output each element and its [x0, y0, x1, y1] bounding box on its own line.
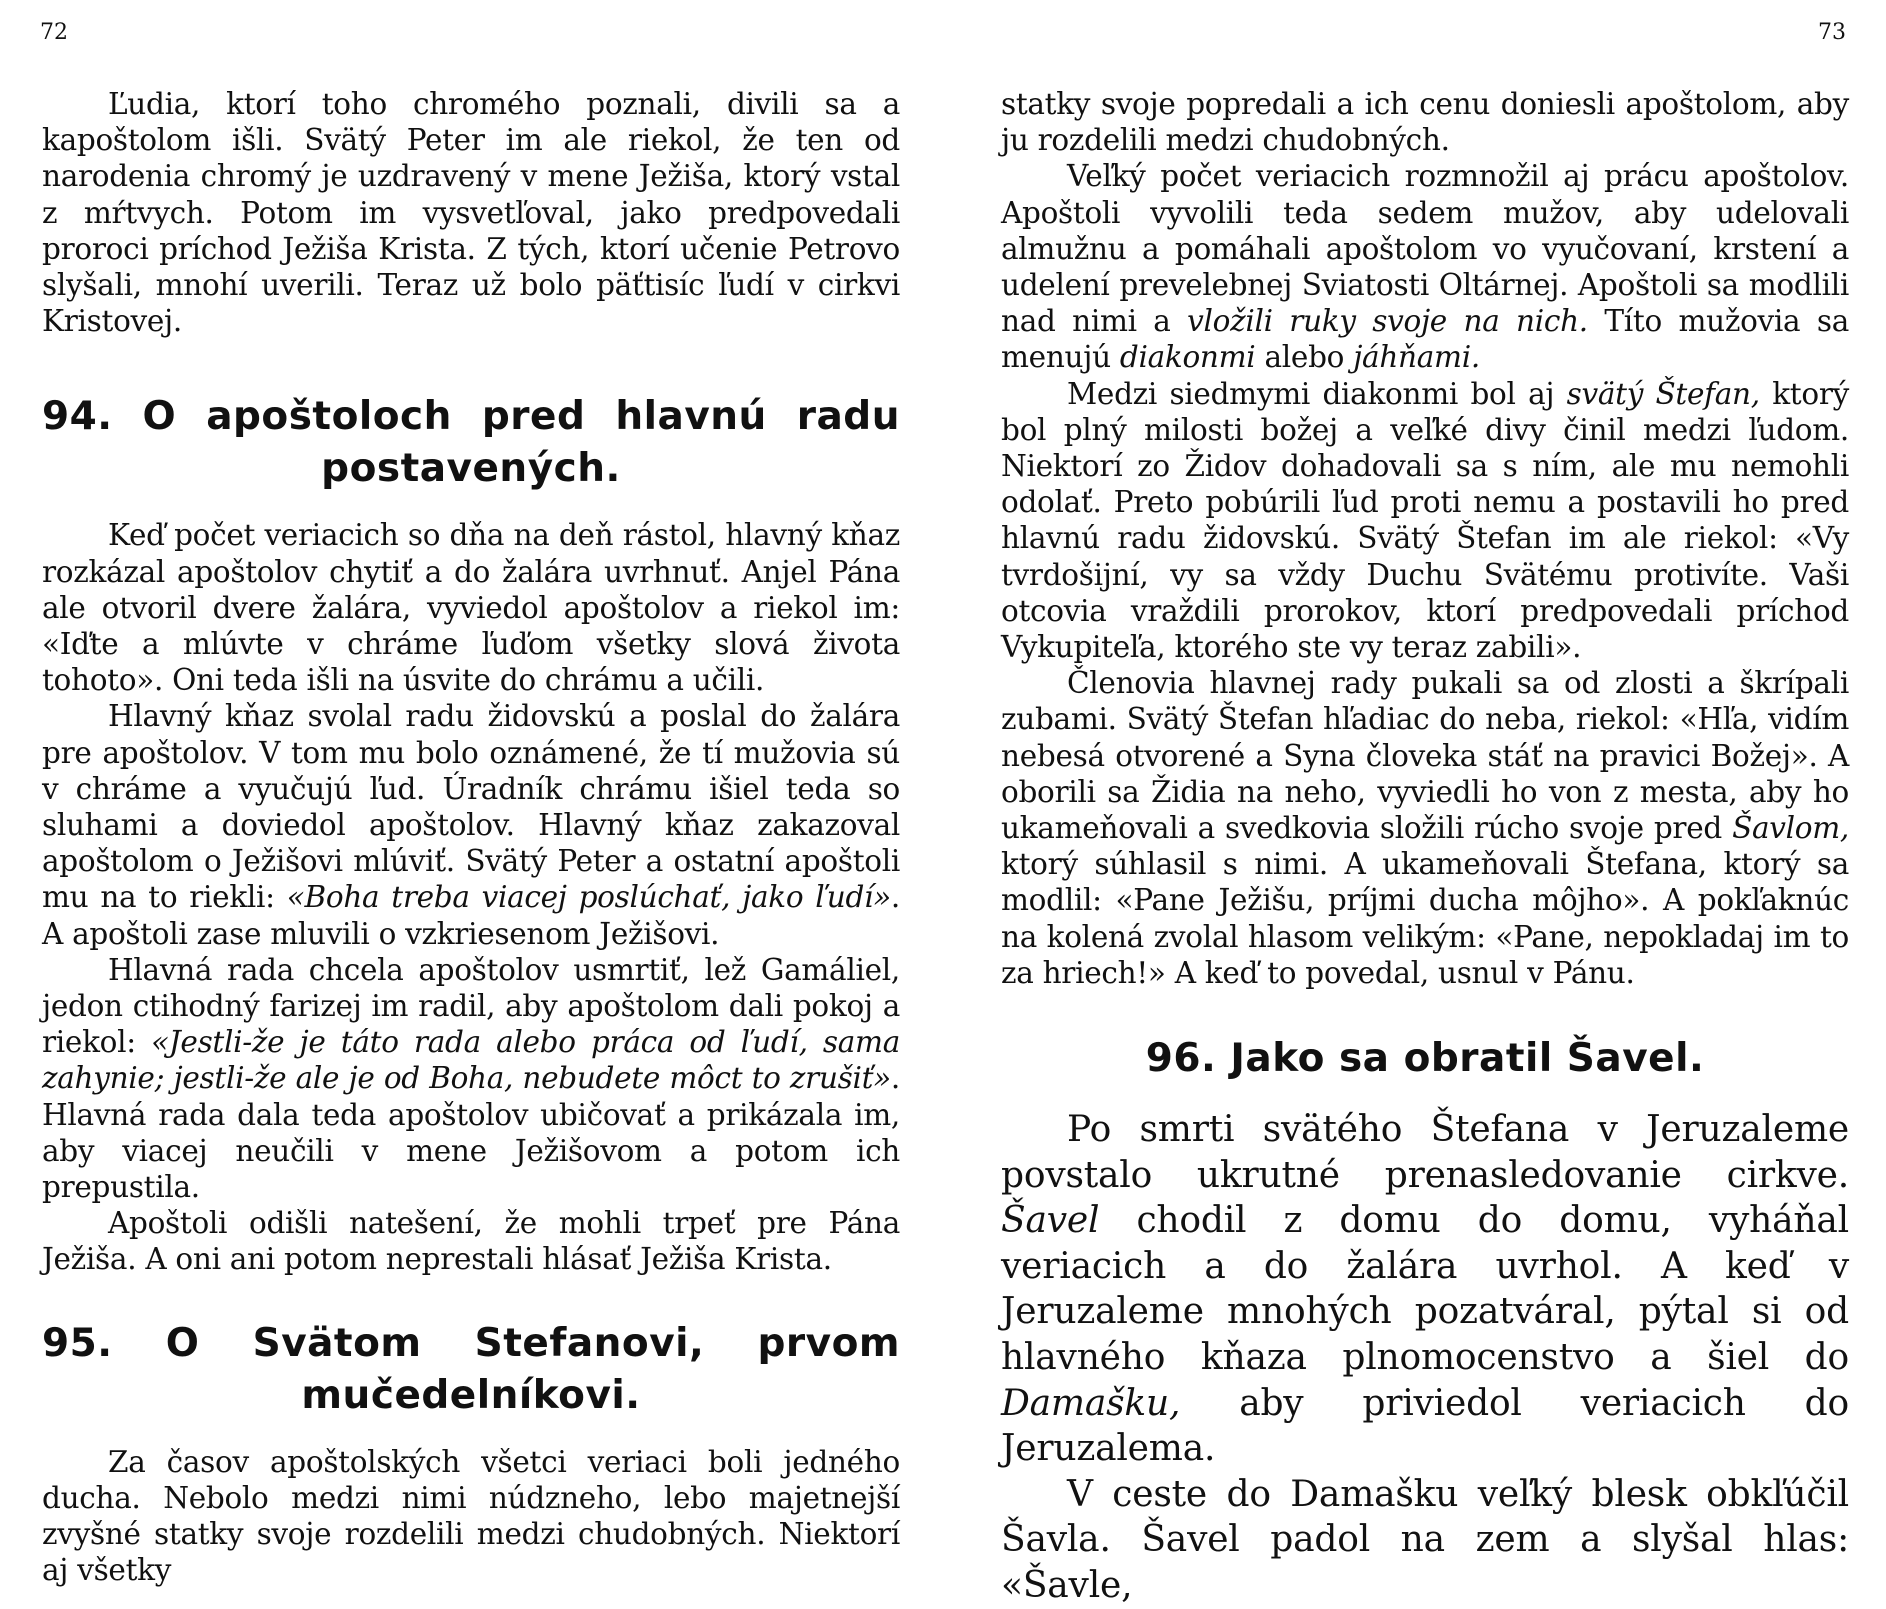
left-page: [0, 0, 943, 1588]
right-text-column: [1001, 86, 1849, 1609]
martyrdom-paragraph: Členovia hlavnej rady pukali sa od zlosti a škrípali zubami. Svätý Štefan hľadiac do neba, riekol: «Hľa, vidím nebesá otvorené a Syna človeka stáť na pravici Božej». A oborili sa Židia na neho, vyviedli ho von z mesta, aby ho ukameňovali a svedkovia složili rúcho svoje pred Šavlom, ktorý súhlasil s nimi. A ukameňovali Štefana, ktorý sa modlil: «Pane Ježišu, príjmi ducha môjho». A pokľaknúc na kolená zvolal hlasom velikým: «Pane, nepokladaj im to za hriech!» A keď to povedal, usnul v Pánu.: [1001, 666, 1849, 990]
quote-apostles: «Boha treba viacej poslúchať, jako ľudí»: [286, 880, 891, 915]
continuation-paragraph: statky svoje popredali a ich cenu doniesli apoštolom, aby ju rozdelili medzi chudobných.: [1001, 87, 1849, 158]
section-96-paragraph-2: V ceste do Damašku veľký blesk obkľúčil Šavla. Šavel padol na zem a slyšal hlas: «Šavle,: [1001, 1473, 1849, 1607]
section-94-paragraph-4: Apoštoli odišli natešení, že mohli trpeť pre Pána Ježiša. A oni ani potom neprestali hlásať Ježiša Krista.: [42, 1206, 900, 1277]
page-number-left: 72: [40, 20, 68, 45]
section-94-paragraph-3: Hlavná rada chcela apoštolov usmrtiť, lež Gamáliel, jedon ctihodný farizej im radil, aby apoštolom dali pokoj a riekol: «Jestli-že je táto rada alebo práca od ľudí, sama zahynie; jestli-že ale je od Boha, nebudete môct to zrušiť». Hlavná rada dala teda apoštolov ubičovať a prikázala im, aby viacej neučili v mene Ježišovom a potom ich prepustila.: [42, 952, 900, 1205]
section-94-paragraph-2: Hlavný kňaz svolal radu židovskú a poslal do žalára pre apoštolov. V tom mu bolo oznámené, že tí mužovia sú v chráme a vyučujú ľud. Úradník chrámu išiel teda so sluhami a doviedol apoštolov. Hlavný kňaz zakazoval apoštolom o Ježišovi mlúviť. Svätý Peter a ostatní apoštoli mu na to riekli: «Boha treba viacej poslúchať, jako ľudí». A apoštoli zase mluvili o vzkriesenom Ježišovi.: [42, 699, 900, 951]
heading-section-95: 95. O Svätom Stefanovi, prvom mučedelníkovi.: [42, 1320, 900, 1418]
page-number-right: 73: [1818, 20, 1846, 45]
deacons-paragraph: Veľký počet veriacich rozmnožil aj prácu apoštolov. Apoštoli vyvolili teda sedem mužov, aby udelovali almužnu a pomáhali apoštolom vo vyučovaní, krstení a udelení prevelebnej Sviatosti Oltárnej. Apoštoli sa modlili nad nimi a vložili ruky svoje na nich. Títo mužovia sa menujú diakonmi alebo jáhňami.: [1001, 159, 1850, 375]
heading-section-94: 94. O apoštoloch pred hlavnú radu postavených.: [42, 394, 900, 492]
quote-gamaliel: «Jestli-že je táto rada alebo práca od ľudí, sama zahynie; jestli-že ale je od Boha, nebudete môct to zrušiť»: [42, 1025, 900, 1096]
section-95-paragraph-1: Za časov apoštolských všetci veriaci boli jedného ducha. Nebolo medzi nimi núdzneho, lebo majetnejší zvyšné statky svoje rozdelili medzi chudobných. Niektorí aj všetky: [42, 1444, 900, 1588]
stephen-paragraph: Medzi siedmymi diakonmi bol aj svätý Štefan, ktorý bol plný milosti božej a veľké divy činil medzi ľudom. Niektorí zo Židov dohadovali sa s ním, ale mu nemohli odolať. Preto pobúrili ľud proti nemu a postavili ho pred hlavnú radu židovskú. Svätý Štefan im ale riekol: «Vy tvrdošijní, vy sa vždy Duchu Svätému protivíte. Vaši otcovia vraždili prorokov, ktorí predpovedali príchod Vykupiteľa, ktorého ste vy teraz zabili».: [1001, 376, 1849, 665]
left-text-column: [42, 86, 900, 1589]
right-page: [943, 0, 1886, 1607]
intro-paragraph: Ľudia, ktorí toho chromého poznali, divili sa a kapoštolom išli. Svätý Peter im ale riekol, že ten od narodenia chromý je uzdravený v mene Ježiša, ktorý vstal z mŕtvych. Potom im vysvetľoval, jako predpovedali proroci príchod Ježiša Krista. Z tých, ktorí učenie Petrovo slyšali, mnohí uverili. Teraz už bolo päťtisíc ľudí v cirkvi Kristovej.: [42, 87, 900, 339]
section-96-paragraph-1: Po smrti svätého Štefana v Jeruzaleme povstalo ukrutné prenasledovanie cirkve. Šavel chodil z domu do domu, vyháňal veriacich a do žalára uvrhol. A keď v Jeruzaleme mnohých pozatváral, pýtal si od hlavného kňaza plnomocenstvo a šiel do Damašku, aby priviedol veriacich do Jeruzalema.: [1001, 1109, 1849, 1470]
section-94-paragraph-1: Keď počet veriacich so dňa na deň rástol, hlavný kňaz rozkázal apoštolov chytiť a do žalára uvrhnuť. Anjel Pána ale otvoril dvere žalára, vyviedol apoštolov a riekol im: «Iďte a mlúvte v chráme ľuďom všetky slová života tohoto». Oni teda išli na úsvite do chrámu a učili.: [42, 518, 900, 698]
heading-section-96: 96. Jako sa obratil Šavel.: [1145, 1036, 1705, 1082]
